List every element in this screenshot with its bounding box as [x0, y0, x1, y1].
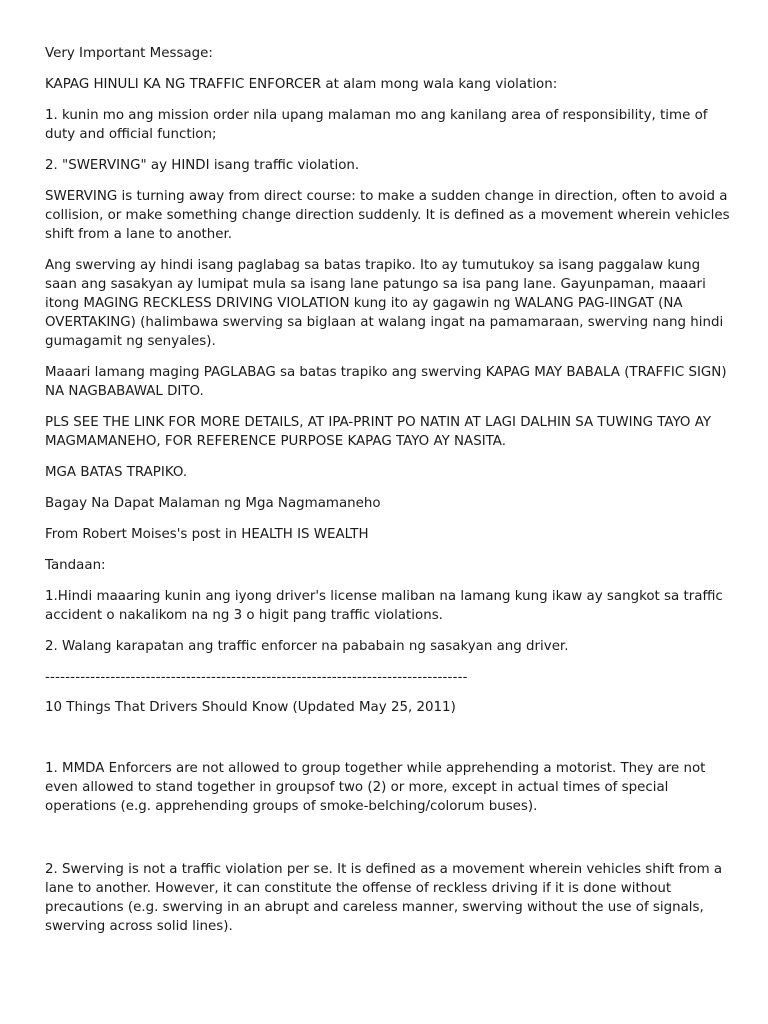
- tandaan-item-1: 1.Hindi maaaring kunin ang iyong driver's license maliban na lamang kung ikaw ay sangkot sa traffic accident o nakalikom na ng 3 o higit pang traffic violations.: [45, 589, 728, 623]
- ten-things-heading: 10 Things That Drivers Should Know (Updated May 25, 2011): [45, 700, 456, 715]
- swerving-tagalog-paragraph: Ang swerving ay hindi isang paglabag sa batas trapiko. Ito ay tumutukoy sa isang paggalaw kung saan ang sasakyan ay lumipat mula sa isang lane patungo sa isa pang lane. Gayunpaman, maaari itong MAGING RECKLESS DRIVING VIOLATION kung ito ay gagawin ng WALANG PAG-IINGAT (NA OVERTAKING) (halimbawa swerving sa biglaan at walang ingat na pamamaraan, swerving nang hindi gumagamit ng senyales).: [45, 258, 728, 349]
- swerving-item: 2. "SWERVING" ay HINDI isang traffic violation.: [45, 158, 360, 173]
- thing-1-paragraph: 1. MMDA Enforcers are not allowed to group together while apprehending a motorist. They are not even allowed to stand together in groupsof two (2) or more, except in actual times of special operations (e.g. apprehending groups of smoke-belching/colorum buses).: [45, 761, 710, 814]
- mission-order-item: 1. kunin mo ang mission order nila upang malaman mo ang kanilang area of responsibility, time of duty and official function;: [45, 108, 712, 142]
- dashed-divider: ------------------------------------------------------------------------------------: [45, 670, 468, 685]
- document-page: [45, 44, 735, 948]
- intro-paragraph: KAPAG HINULI KA NG TRAFFIC ENFORCER at alam mong wala kang violation:: [45, 77, 558, 92]
- bagay-heading: Bagay Na Dapat Malaman ng Mga Nagmamaneho: [45, 496, 381, 511]
- tandaan-heading: Tandaan:: [45, 558, 106, 573]
- message-heading: Very Important Message:: [45, 46, 213, 61]
- source-attribution: From Robert Moises's post in HEALTH IS WEALTH: [45, 527, 369, 542]
- swerving-definition: SWERVING is turning away from direct course: to make a sudden change in direction, often to avoid a collision, or make something change direction suddenly. It is defined as a movement wherein vehicles shift from a lane to another.: [45, 189, 734, 242]
- pls-see-paragraph: PLS SEE THE LINK FOR MORE DETAILS, AT IPA-PRINT PO NATIN AT LAGI DALHIN SA TUWING TAYO AY MAGMAMANEHO, FOR REFERENCE PURPOSE KAPAG TAYO AY NASITA.: [45, 415, 716, 449]
- blank-space: [45, 729, 735, 759]
- thing-2-paragraph: 2. Swerving is not a traffic violation per se. It is defined as a movement wherein vehicles shift from a lane to another. However, it can constitute the offense of reckless driving if it is done without precautions (e.g. swerving in an abrupt and careless manner, swerving without the use of signals, swerving across solid lines).: [45, 862, 727, 934]
- blank-space: [45, 828, 735, 860]
- paglabag-paragraph: Maaari lamang maging PAGLABAG sa batas trapiko ang swerving KAPAG MAY BABALA (TRAFFIC SIGN) NA NAGBABAWAL DITO.: [45, 365, 731, 399]
- mga-batas-heading: MGA BATAS TRAPIKO.: [45, 465, 188, 480]
- tandaan-item-2: 2. Walang karapatan ang traffic enforcer na pababain ng sasakyan ang driver.: [45, 639, 569, 654]
